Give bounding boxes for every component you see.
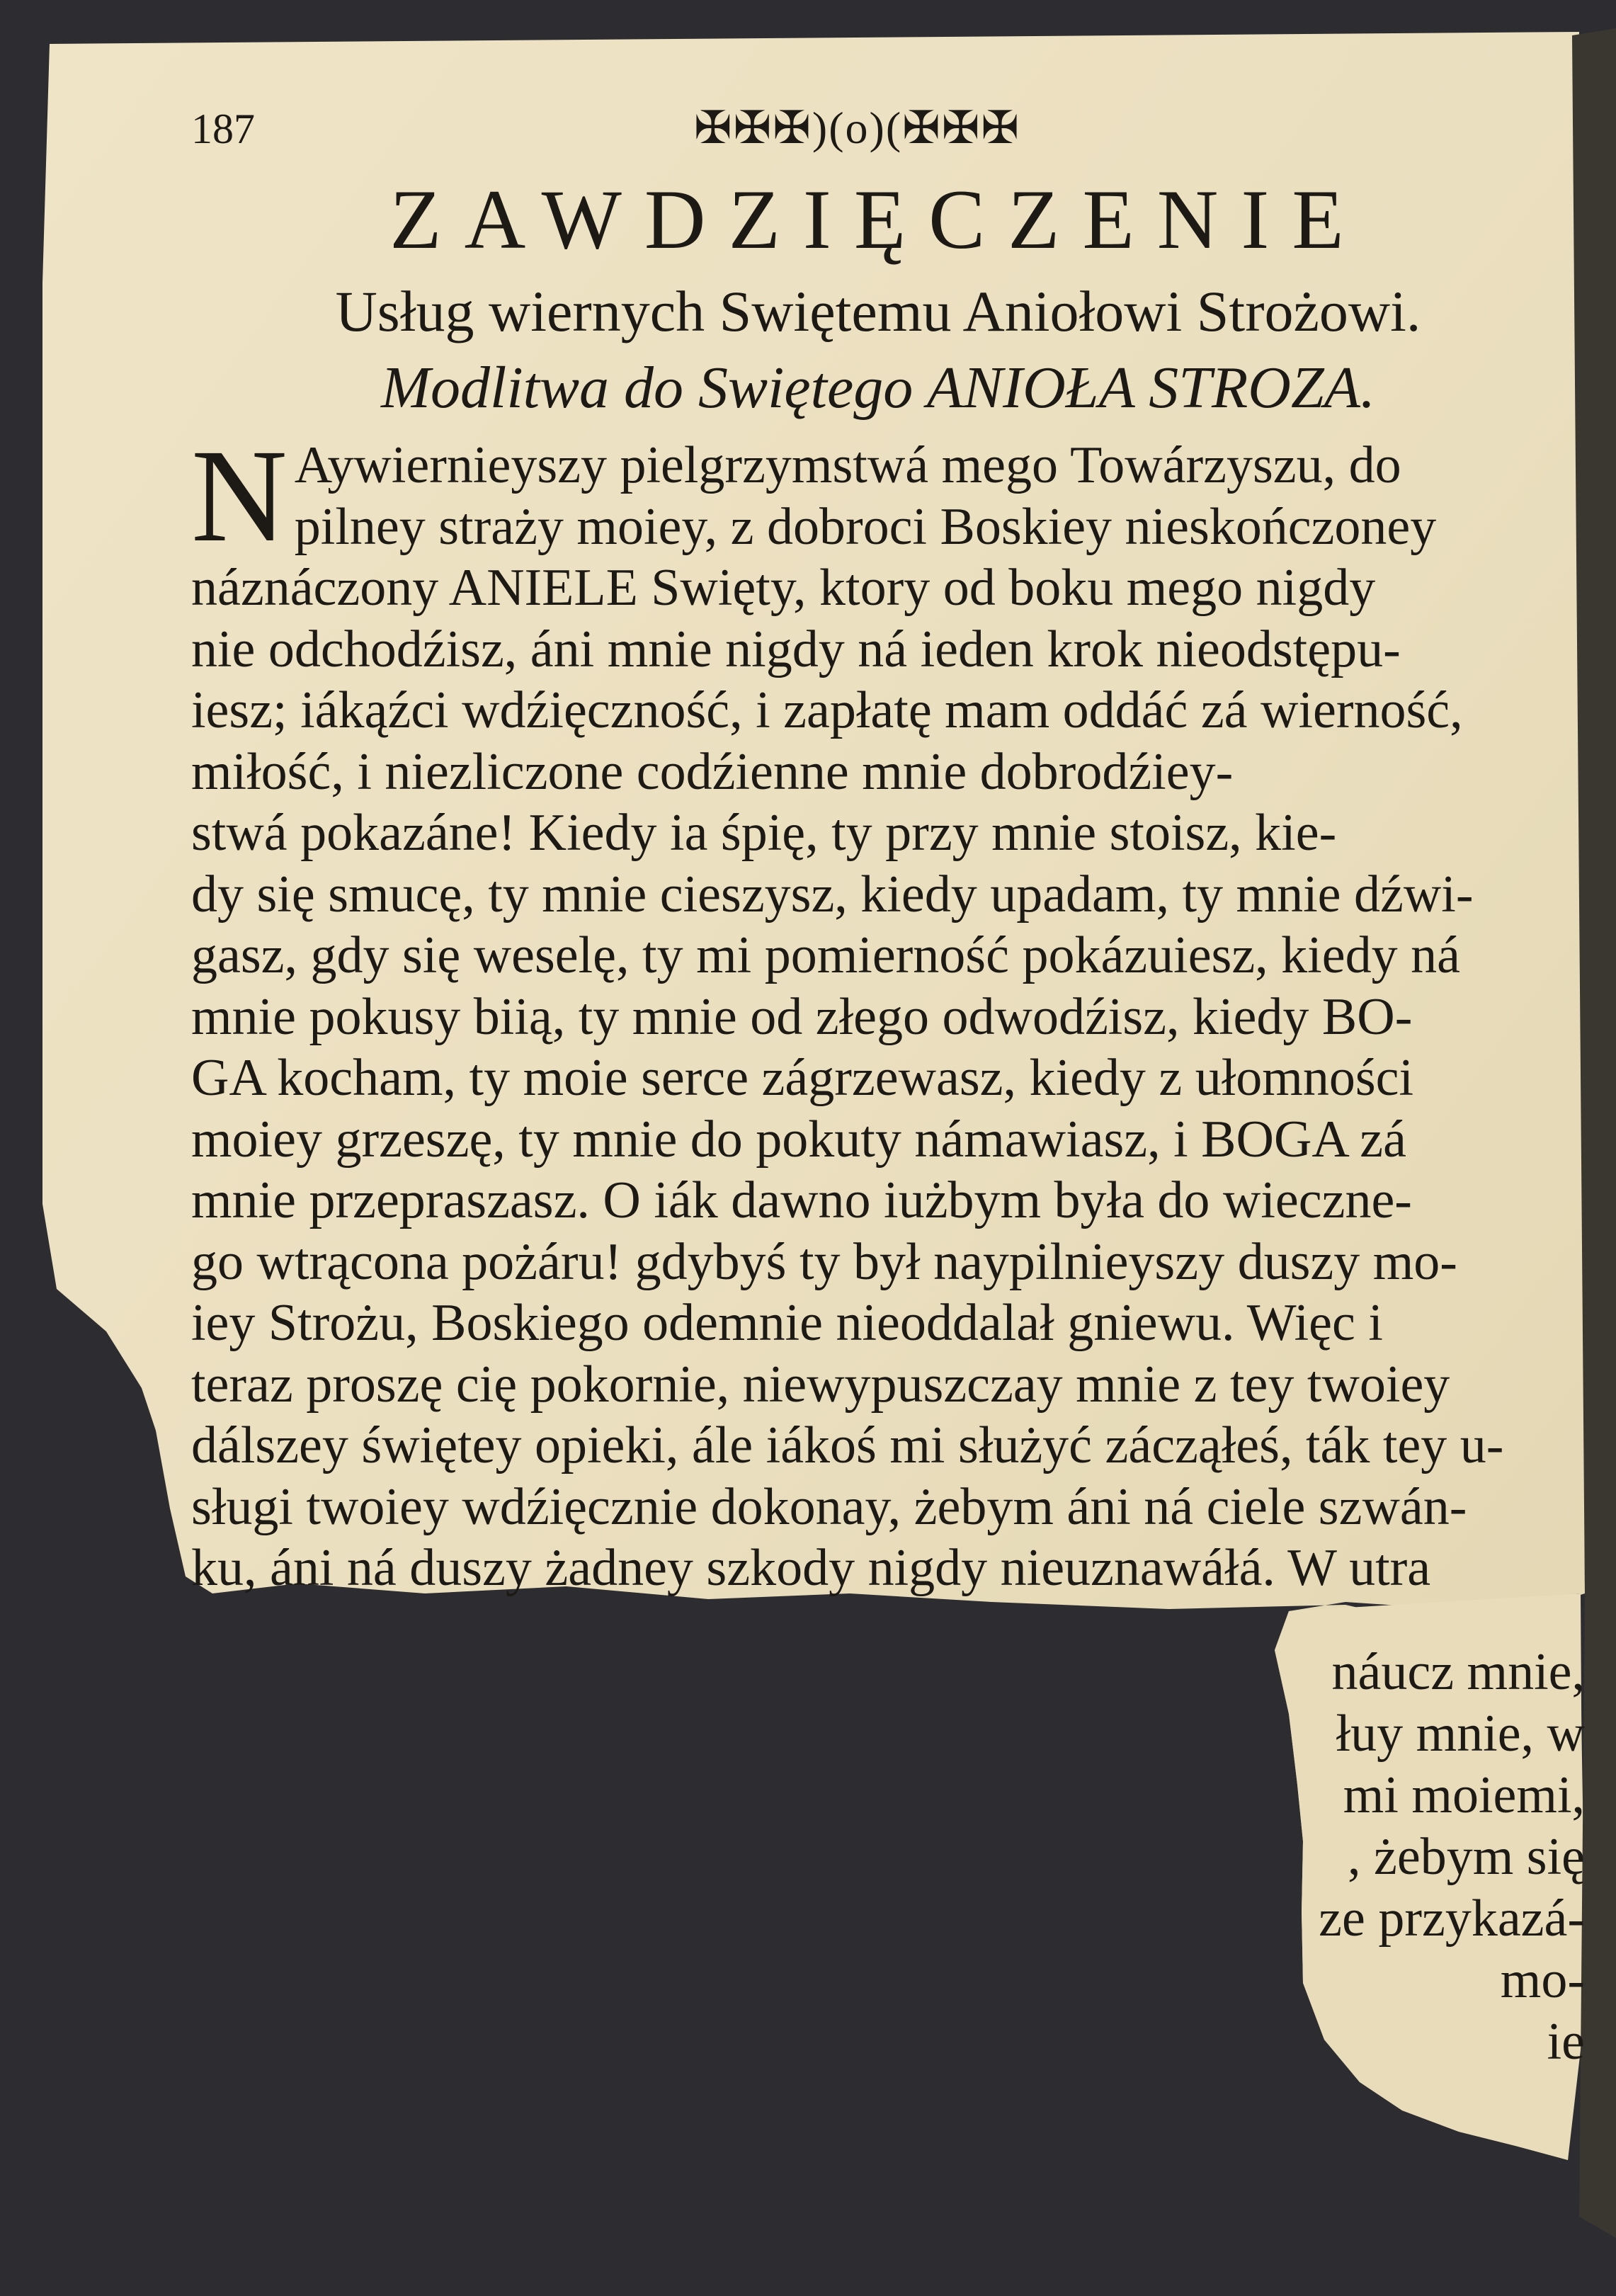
fragment-line: ie <box>1547 2013 1585 2071</box>
text-line: gasz, gdy się weselę, ty mi pomierność pokázuiesz, kiedy ná <box>191 926 1460 984</box>
fragment-line: mi moiemi, <box>1343 1766 1585 1824</box>
text-line: miłość, i niezliczone codźienne mnie dobrodźiey- <box>191 742 1234 801</box>
text-line: go wtrącona pożáru! gdybyś ty był naypilnieyszy duszy mo- <box>191 1232 1457 1291</box>
text-line: iey Strożu, Boskiego odemnie nieoddalał gniewu. Więc i <box>191 1294 1383 1352</box>
fragment-line: , żebym się <box>1348 1828 1585 1886</box>
fragment-line: łuy mnie, w <box>1336 1705 1585 1763</box>
text-line: náznáczony ANIELE Swięty, ktory od boku mego nigdy <box>191 559 1376 617</box>
fragment-line: mo- <box>1500 1951 1585 2009</box>
text-line: stwá pokazáne! Kiedy ia śpię, ty przy mnie stoisz, kie- <box>191 804 1337 862</box>
text-line: nie odchodźisz, áni mnie nigdy ná ieden krok nieodstępu- <box>191 620 1401 678</box>
text-line: dálszey świętey opieki, ále iákoś mi służyć zácząłeś, ták tey u- <box>191 1416 1504 1474</box>
fragment-line: ze przykazá- <box>1319 1889 1585 1948</box>
text-line: GA kocham, ty moie serce zágrzewasz, kiedy z ułomności <box>191 1049 1414 1107</box>
chapter-title: ZAWDZIĘCZENIE <box>389 172 1367 266</box>
text-line: mnie pokusy biią, ty mnie od złego odwodźisz, kiedy BO- <box>191 987 1413 1046</box>
prayer-title: Modlitwa do Swiętego ANIOŁA STROZA. <box>381 355 1375 421</box>
drop-cap: N <box>191 421 288 569</box>
page-text <box>191 85 1565 1599</box>
text-line: dy się smucę, ty mnie cieszysz, kiedy upadam, ty mnie dźwi- <box>191 865 1474 923</box>
torn-fragment-text <box>1302 1642 1585 2073</box>
text-line: ku, áni ná duszy żadney szkody nigdy nieuznawáłá. W utra <box>191 1539 1431 1597</box>
fragment-line: náucz mnie, <box>1331 1643 1585 1701</box>
page-header <box>191 85 1565 170</box>
text-line: moiey grzeszę, ty mnie do pokuty námawiasz, i BOGA zá <box>191 1110 1406 1169</box>
header-ornament: ✠✠✠)(o)(✠✠✠ <box>694 103 1020 153</box>
text-line: Aywiernieyszy pielgrzymstwá mego Towárzyszu, do <box>294 436 1401 494</box>
text-line: pilney straży moiey, z dobroci Boskiey nieskończoney <box>294 497 1437 556</box>
text-line: iesz; iákąźci wdźięczność, i zapłatę mam oddáć zá wierność, <box>191 681 1463 739</box>
prayer-body <box>191 421 1565 1599</box>
chapter-subtitle: Usług wiernych Swiętemu Aniołowi Strożowi. <box>335 279 1421 343</box>
text-line: mnie przepraszasz. O iák dawno iużbym była do wieczne- <box>191 1171 1412 1229</box>
text-line: teraz proszę cię pokornie, niewypuszczay mnie z tey twoiey <box>191 1355 1450 1414</box>
text-line: sługi twoiey wdźięcznie dokonay, żebym áni ná ciele szwán- <box>191 1477 1467 1536</box>
page-number: 187 <box>191 106 255 152</box>
